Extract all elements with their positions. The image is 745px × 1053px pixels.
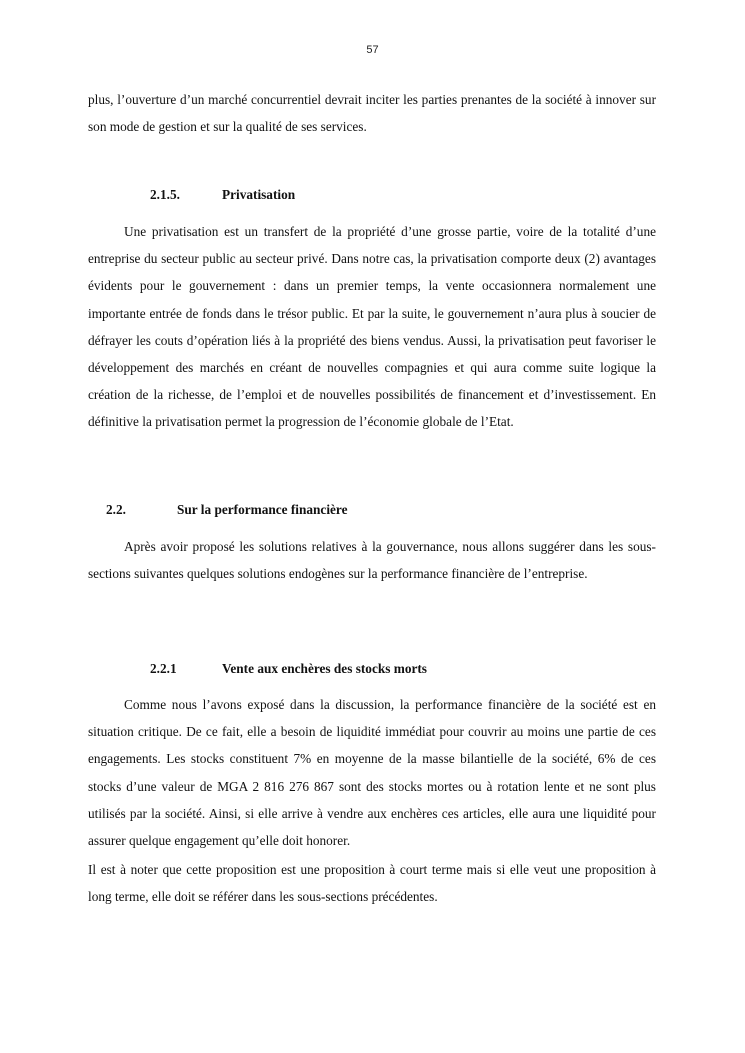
section-title: Privatisation: [222, 187, 296, 202]
privatisation-paragraph: Une privatisation est un transfert de la propriété d’une grosse partie, voire de la totalité d’une entreprise du secteur public au secteur privé. Dans notre cas, la privatisation comporte deux (2) avantages évidents pour le gouvernement : dans un premier temps, la vente occasionnera normalement une importante entrée de fonds dans le trésor public. Et par la suite, le gouvernement n’aura plus à soucier de défrayer les couts d’opération liés à la propriété des biens vendus. Aussi, la privatisation peut favoriser le développement des marchés en créant de nouvelles compagnies et qui aura comme suite logique la création de la richesse, de l’emploi et de nouvelles possibilités de financement et d’investissement. En définitive la privatisation permet la progression de l’économie globale de l’Etat.: [88, 224, 656, 430]
section-number: 2.2.1: [150, 661, 177, 676]
section-heading-2-2: [106, 501, 348, 519]
section-title: Sur la performance financière: [177, 502, 348, 517]
auction-paragraph-1: Comme nous l’avons exposé dans la discussion, la performance financière de la société est en situation critique. De ce fait, elle a besoin de liquidité immédiat pour couvrir au moins une partie de ces engagements. Les stocks constituent 7% en moyenne de la masse bilantielle de la société, 6% de ces stocks d’une valeur de MGA 2 816 276 867 sont des stocks mortes ou à rotation lente et ne sont plus utilisés par la société. Ainsi, si elle arrive à vendre aux enchères ces articles, elle aura une liquidité pour assurer quelque engagement qu’elle doit honorer.: [88, 697, 656, 849]
intro-paragraph: plus, l’ouverture d’un marché concurrentiel devrait inciter les parties prenantes de la société à innover sur son mode de gestion et sur la qualité de ses services.: [88, 92, 656, 135]
section-title: Vente aux enchères des stocks morts: [222, 661, 427, 676]
section-number: 2.2.: [106, 502, 126, 517]
page-number: 57: [366, 44, 379, 56]
section-number: 2.1.5.: [150, 187, 180, 202]
section-heading-2-2-1: [150, 660, 427, 678]
auction-paragraph-2: Il est à noter que cette proposition est une proposition à court terme mais si elle veut une proposition à long terme, elle doit se référer dans les sous-sections précédentes.: [88, 862, 656, 905]
performance-paragraph: Après avoir proposé les solutions relatives à la gouvernance, nous allons suggérer dans les sous-sections suivantes quelques solutions endogènes sur la performance financière de l’entreprise.: [88, 539, 656, 582]
section-heading-2-1-5: [150, 186, 295, 204]
